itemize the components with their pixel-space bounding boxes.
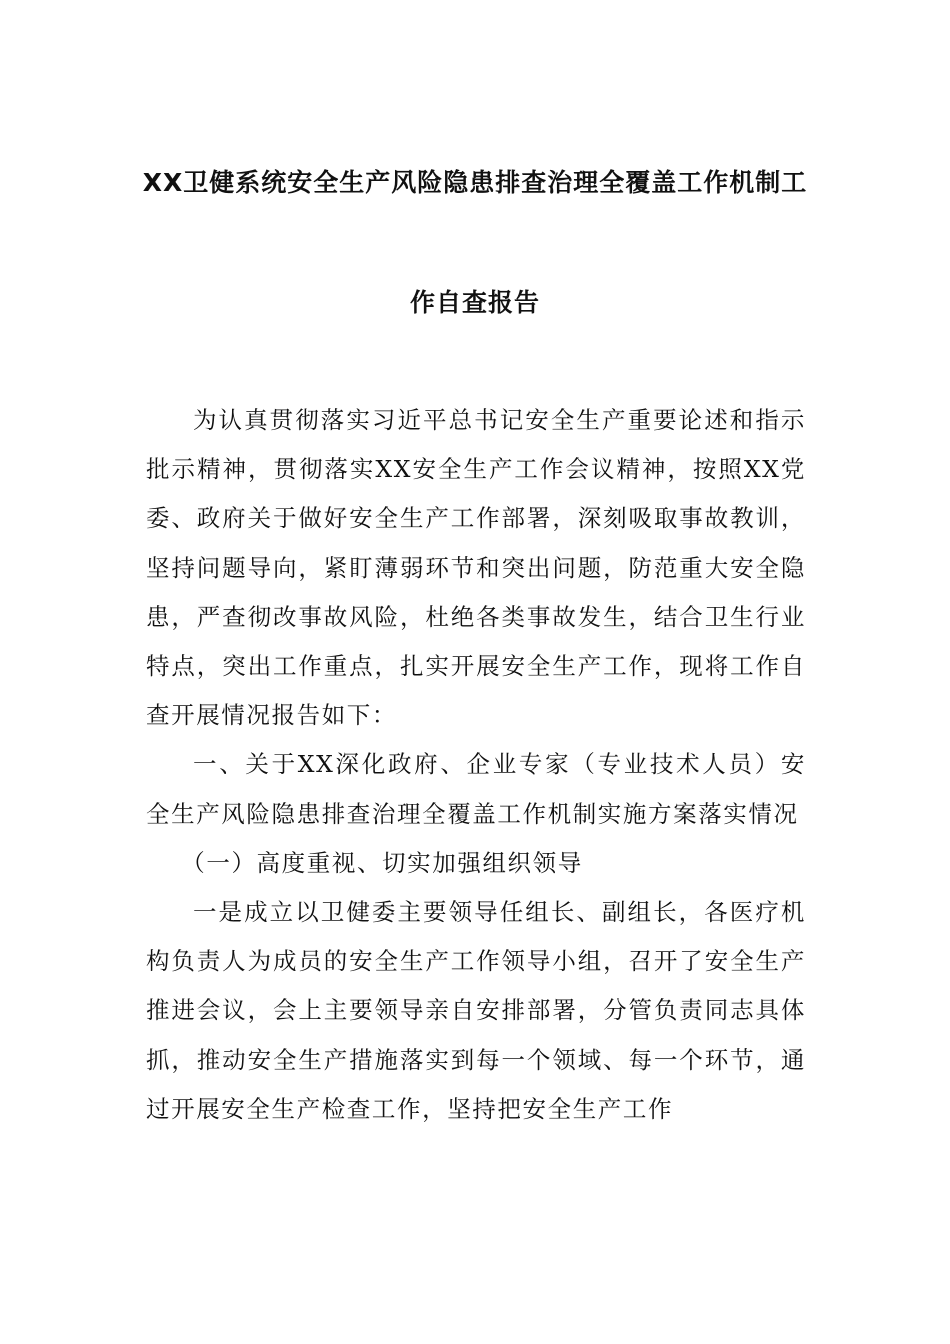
- intro-paragraph: 为认真贯彻落实习近平总书记安全生产重要论述和指示批示精神，贯彻落实XX安全生产工作会议精神，按照XX党委、政府关于做好安全生产工作部署，深刻吸取事故教训，坚持问题导向，紧盯薄弱环节和突出问题，防范重大安全隐患，严查彻改事故风险，杜绝各类事故发生，结合卫生行业特点，突出工作重点，扎实开展安全生产工作，现将工作自查开展情况报告如下：: [146, 406, 806, 730]
- section-heading-1: 一、关于XX深化政府、企业专家（专业技术人员）安全生产风险隐患排查治理全覆盖工作机制实施方案落实情况: [146, 750, 806, 828]
- subsection-heading-1: （一）高度重视、切实加强组织领导: [181, 848, 583, 877]
- body-paragraph: 一是成立以卫健委主要领导任组长、副组长，各医疗机构负责人为成员的安全生产工作领导小组，召开了安全生产推进会议，会上主要领导亲自安排部署，分管负责同志具体抓，推动安全生产措施落实到每一个领域、每一个环节，通过开展安全生产检查工作，坚持把安全生产工作: [146, 898, 806, 1123]
- document-title-line-2: 作自查报告: [409, 288, 540, 317]
- document-title-line-1: XX卫健系统安全生产风险隐患排查治理全覆盖工作机制工: [142, 168, 808, 197]
- document-body: [146, 396, 806, 1134]
